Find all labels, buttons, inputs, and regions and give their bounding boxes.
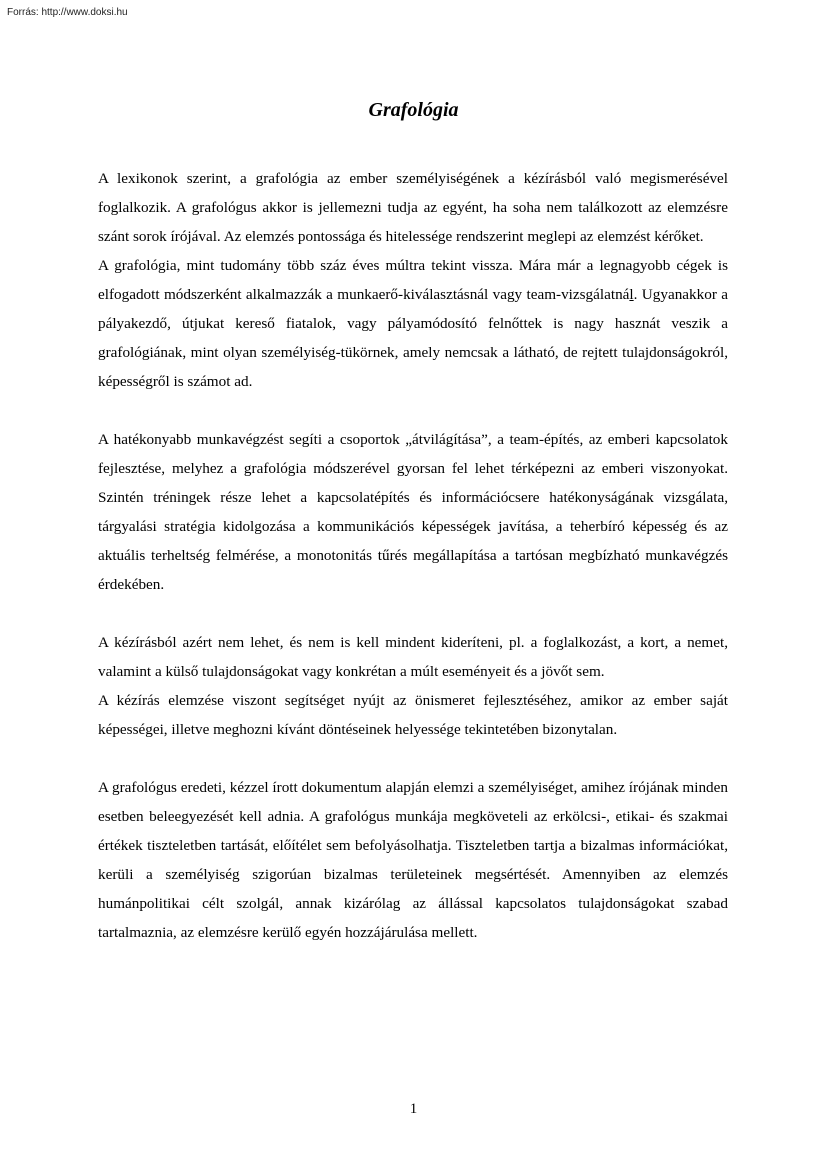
paragraph-history-end: . Ugyanakkor a pályakezdő, útjukat kereső fiatalok, vagy pályamódosító felnőttek is nagy hasznát veszik a grafológiának, mint olyan személyiség-tükörnek, amely nemcsak a látható, de rejtett tulajdonságokról, képességről is számot ad. (98, 286, 728, 390)
paragraph-teamwork: A hatékonyabb munkavégzést segíti a csoportok „átvilágítása”, a team-építés, az emberi kapcsolatok fejlesztése, melyhez a grafológia módszerével gyorsan fel lehet térképezni az emberi viszonyokat. Szintén tréningek része lehet a kapcsolatépítés és információcsere hatékonyságának vizsgálata, tárgyalási stratégia kidolgozása a kommunikációs képességek javítása, a teherbíró képesség és az aktuális terheltség felmérése, a monotonitás tűrés megállapítása a tartósan megbízható munkavégzés érdekében. (98, 431, 728, 593)
paragraph-gap (98, 744, 728, 773)
paragraph-intro: A lexikonok szerint, a grafológia az ember személyiségének a kézírásból való megismerésével foglalkozik. A grafológus akkor is jellemezni tudja az egyént, ha soha nem találkozott az elemzésre szánt sorok írójával. Az elemzés pontossága és hitelessége rendszerint meglepi az elemzést kérőket. (98, 170, 728, 245)
page-title: Grafológia (368, 99, 459, 121)
source-url: Forrás: http://www.doksi.hu (7, 7, 128, 18)
paragraph-self-knowledge: A kézírás elemzése viszont segítséget nyújt az önismeret fejlesztéséhez, amikor az ember saját képességei, illetve meghozni kívánt döntéseinek helyessége tekintetében bizonytalan. (98, 692, 728, 738)
underlined-letter: l (629, 286, 634, 303)
paragraph-gap (98, 396, 728, 425)
paragraph-history (98, 251, 728, 396)
document-body (98, 164, 728, 947)
page-number: 1 (409, 1101, 418, 1117)
paragraph-ethics: A grafológus eredeti, kézzel írott dokumentum alapján elemzi a személyiséget, amihez írójának minden esetben beleegyezését kell adnia. A grafológus munkája megköveteli az erkölcsi-, etikai- és szakmai értékek tiszteletben tartását, előítélet sem befolyásolhatja. Tiszteletben tartja a bizalmas információkat, kerüli a személyiség szigorúan bizalmas területeinek megsértését. Amennyiben az elemzés humánpolitikai célt szolgál, annak kizárólag az állással kapcsolatos tulajdonságokat szabad tartalmaznia, az elemzésre kerülő egyén hozzájárulása mellett. (98, 779, 728, 941)
paragraph-limits: A kézírásból azért nem lehet, és nem is kell mindent kideríteni, pl. a foglalkozást, a kort, a nemet, valamint a külső tulajdonságokat vagy konkrétan a múlt eseményeit és a jövőt sem. (98, 634, 728, 680)
paragraph-gap (98, 599, 728, 628)
paragraph-history-start: A grafológia, mint tudomány több száz éves múltra tekint vissza. Mára már a legnagyobb cégek is elfogadott módszerként alkalmazzák a munkaerő-kiválasztásnál vagy team-vizsgálatná (98, 257, 728, 303)
